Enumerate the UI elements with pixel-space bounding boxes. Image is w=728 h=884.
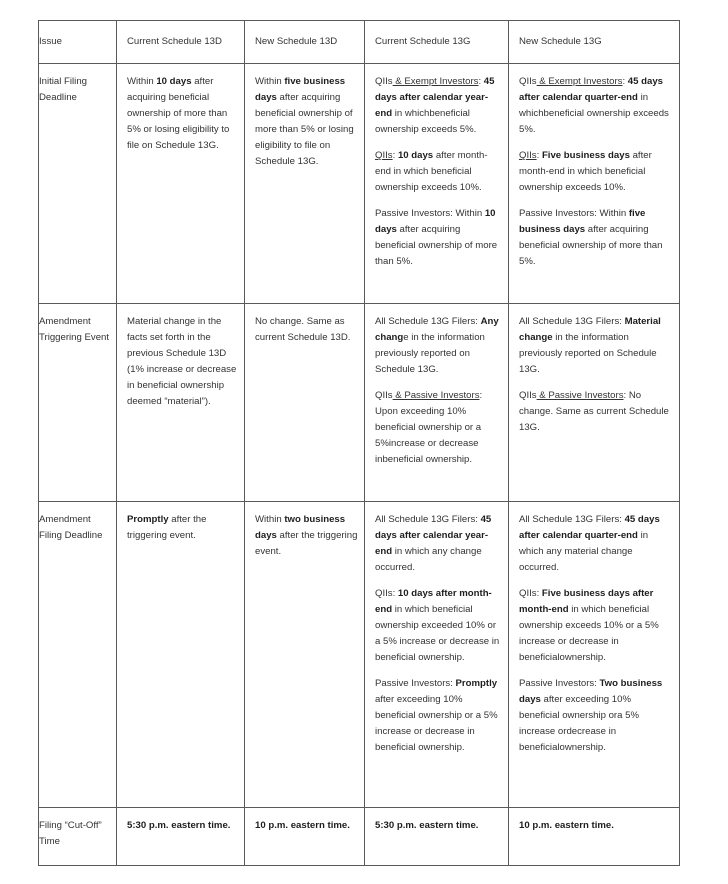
emphasis-text: 10 days (156, 76, 192, 87)
cell-text: after exceeding 10% beneficial ownership or a 5% increase or decrease in beneficial ownership. (375, 694, 498, 753)
cell-text: QIIs (519, 76, 537, 87)
emphasis-text: five business days (255, 76, 346, 103)
row-label: Amendment Filing Deadline (39, 502, 117, 808)
row-label: Filing “Cut-Off” Time (39, 808, 117, 866)
emphasis-text: 45 days after calendar quarter-end (519, 76, 663, 103)
cell-paragraph (375, 818, 502, 834)
cell-paragraph (255, 74, 358, 170)
cell-paragraph (127, 74, 238, 154)
emphasis-text: Two business days (519, 678, 663, 705)
emphasis-text: five business days (519, 208, 646, 235)
emphasis-text: Promptly (127, 514, 169, 525)
table-cell (365, 64, 509, 304)
cell-paragraph (375, 676, 502, 756)
cell-text: after acquiring beneficial ownership of more than 5%. (519, 224, 663, 267)
row-label: Initial Filing Deadline (39, 64, 117, 304)
cell-text: Within (255, 514, 285, 525)
cell-paragraph (255, 314, 358, 346)
cell-text: Passive Investors: Within (375, 208, 485, 219)
cell-text: in whichbeneficial ownership exceeds 5%. (519, 92, 669, 135)
underlined-text: & Passive Investors (392, 390, 480, 401)
cell-text: : (392, 150, 398, 161)
cell-text: in which beneficial ownership exceeds 10% or a 5% increase or decrease in beneficialownership. (519, 604, 659, 663)
table-cell (245, 304, 365, 502)
cell-text: after acquiring beneficial ownership of more than 5% or losing eligibility to file on Schedule 13G. (255, 92, 354, 167)
cell-text: after the triggering event. (255, 530, 358, 557)
cell-text: All Schedule 13G Filers: (519, 316, 625, 327)
header-row (39, 21, 680, 64)
table-row-initial-filing-deadline (39, 64, 680, 304)
cell-text: QIIs: (519, 588, 542, 599)
cell-paragraph (255, 512, 358, 560)
cell-paragraph (519, 314, 673, 378)
underlined-text: QIIs (375, 150, 393, 161)
cell-text: Within (127, 76, 157, 87)
cell-text: Passive Investors: (375, 678, 456, 689)
cell-text: Passive Investors: Within (519, 208, 629, 219)
table-cell (245, 502, 365, 808)
emphasis-text: 45 days after calendar year-end (375, 76, 495, 119)
table-cell (117, 502, 245, 808)
emphasis-text: 10 p.m. eastern time. (255, 820, 350, 831)
comparison-table (38, 20, 680, 866)
cell-text: after acquiring beneficial ownership of more than 5% or losing eligibility to file on Schedule 13G. (127, 76, 230, 151)
cell-text: Passive Investors: (519, 678, 600, 689)
table-cell (509, 304, 680, 502)
cell-text: in whichbeneficial ownership exceeds 5%. (375, 108, 477, 135)
cell-paragraph (519, 74, 673, 138)
emphasis-text: 10 days (397, 150, 434, 161)
emphasis-text: Any chang (375, 316, 499, 343)
table-row-amendment-filing-deadline (39, 502, 680, 808)
column-header-issue: Issue (39, 21, 117, 64)
cell-text: All Schedule 13G Filers: (375, 514, 481, 525)
table-cell (365, 808, 509, 866)
emphasis-text: 5:30 p.m. eastern time. (127, 820, 231, 831)
cell-text: after acquiring beneficial ownership of more than 5%. (375, 224, 498, 267)
emphasis-text: Five business days after month-end (519, 588, 654, 615)
column-header-new-13d: New Schedule 13D (245, 21, 365, 64)
cell-text: after exceeding 10% beneficial ownership ora 5% increase ordecrease in beneficialownership. (519, 694, 639, 753)
cell-paragraph (375, 512, 502, 576)
cell-paragraph (375, 148, 502, 196)
cell-text: : (536, 150, 542, 161)
cell-paragraph (519, 388, 673, 436)
table-cell (365, 304, 509, 502)
cell-text: No change. Same as current Schedule 13D. (255, 316, 351, 343)
cell-text: in which any change occurred. (375, 546, 482, 573)
column-header-new-13g: New Schedule 13G (509, 21, 680, 64)
cell-paragraph (127, 314, 238, 410)
cell-text: QIIs (519, 390, 537, 401)
cell-text: : No change. Same as current Schedule 13G. (519, 390, 669, 433)
emphasis-text: 45 days after calendar year-end (375, 514, 492, 557)
emphasis-text: 10 p.m. eastern time. (519, 820, 614, 831)
cell-paragraph (519, 206, 673, 270)
cell-text: QIIs (375, 390, 393, 401)
cell-text: QIIs: (375, 588, 398, 599)
cell-text: Within (255, 76, 285, 87)
row-label: Amendment Triggering Event (39, 304, 117, 502)
cell-paragraph (375, 388, 502, 468)
emphasis-text: Five business days (541, 150, 630, 161)
column-header-current-13d: Current Schedule 13D (117, 21, 245, 64)
underlined-text: & Exempt Investors (392, 76, 479, 87)
table-cell (245, 808, 365, 866)
cell-paragraph (375, 74, 502, 138)
underlined-text: & Passive Investors (536, 390, 624, 401)
table-cell (117, 304, 245, 502)
cell-text: QIIs (375, 76, 393, 87)
cell-text: in the information previously reported on Schedule 13G. (519, 332, 657, 375)
emphasis-text: Material change (519, 316, 661, 343)
underlined-text: QIIs (519, 150, 537, 161)
cell-text: : (622, 76, 628, 87)
cell-paragraph (375, 314, 502, 378)
cell-paragraph (375, 586, 502, 666)
cell-paragraph (255, 818, 358, 834)
underlined-text: & Exempt Investors (536, 76, 623, 87)
cell-text: Material change in the facts set forth in the previous Schedule 13D (1% increase or decrease in beneficial ownership deemed “material”). (127, 316, 237, 407)
cell-paragraph (519, 512, 673, 576)
table-cell (117, 808, 245, 866)
table-cell (509, 64, 680, 304)
emphasis-text: 5:30 p.m. eastern time. (375, 820, 479, 831)
cell-paragraph (519, 818, 673, 834)
emphasis-text: 10 days (375, 208, 496, 235)
cell-text: after month-end in which beneficial ownership exceeds 10%. (375, 150, 488, 193)
cell-text: : Upon exceeding 10% beneficial ownership or a 5%increase or decrease inbeneficial ownership. (375, 390, 483, 465)
cell-paragraph (375, 206, 502, 270)
cell-paragraph (127, 818, 238, 834)
table-cell (365, 502, 509, 808)
cell-text: in which beneficial ownership exceeded 10% or a 5% increase or decrease in beneficial ownership. (375, 604, 500, 663)
column-header-current-13g: Current Schedule 13G (365, 21, 509, 64)
cell-paragraph (519, 586, 673, 666)
cell-paragraph (519, 676, 673, 756)
table-row-filing-cutoff-time (39, 808, 680, 866)
table-cell (509, 502, 680, 808)
cell-text: e in the information previously reported on Schedule 13G. (375, 332, 485, 375)
cell-text: : (478, 76, 484, 87)
emphasis-text: Promptly (455, 678, 498, 689)
table-cell (509, 808, 680, 866)
cell-paragraph (519, 148, 673, 196)
emphasis-text: 45 days after calendar quarter-end (519, 514, 660, 541)
table-cell (245, 64, 365, 304)
cell-paragraph (127, 512, 238, 544)
cell-text: All Schedule 13G Filers: (375, 316, 481, 327)
cell-text: All Schedule 13G Filers: (519, 514, 625, 525)
cell-text: after the triggering event. (127, 514, 207, 541)
table-row-amendment-triggering-event (39, 304, 680, 502)
table-cell (117, 64, 245, 304)
emphasis-text: 10 days after month-end (375, 588, 492, 615)
cell-text: in which any material change occurred. (519, 530, 649, 573)
emphasis-text: two business days (255, 514, 346, 541)
cell-text: after month-end in which beneficial ownership exceeds 10%. (519, 150, 652, 193)
